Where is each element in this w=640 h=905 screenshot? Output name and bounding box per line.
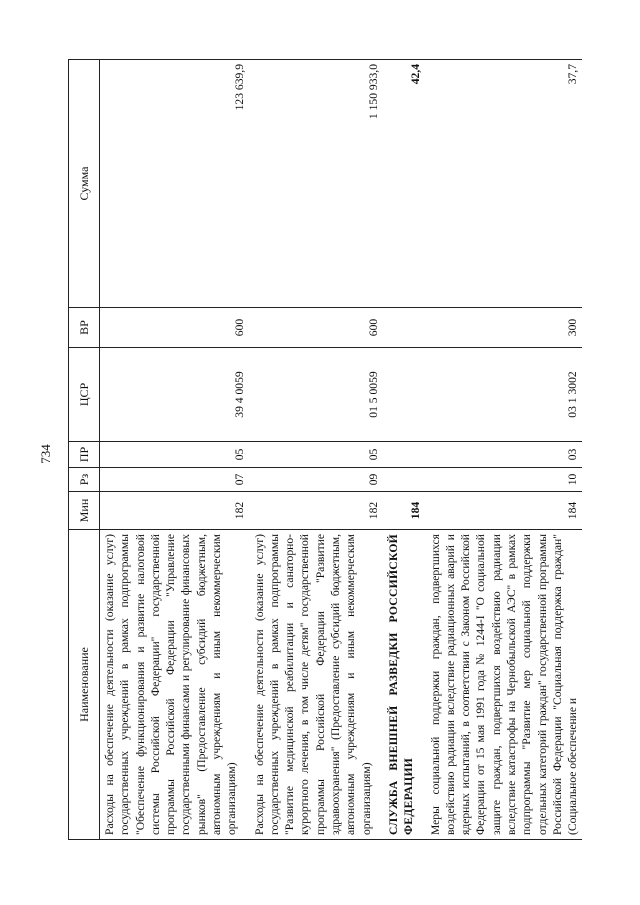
- row-pr: 05: [250, 442, 384, 468]
- rotated-page-content: [68, 60, 596, 840]
- header-pr: ПР: [69, 442, 100, 468]
- row-sum: 37,7: [426, 60, 583, 308]
- table-row: [100, 60, 250, 840]
- row-pr: [384, 442, 426, 468]
- row-name: Расходы на обеспечение деятельности (оказание услуг) государственных учреждений в рамках подпрограммы "Обеспечение функционирования и развитие налоговой системы Российской Федерации" государственной программы Российской Федерации "Управление государственными финансами и регулирование финансовых рынков" (Предоставление субсидий бюджетным, автономным учреждениям и иным некоммерческим организациям): [100, 530, 250, 840]
- row-sum: 123 639,9: [100, 60, 250, 308]
- row-rz: [384, 468, 426, 492]
- header-vr: ВР: [69, 308, 100, 348]
- budget-table: [68, 59, 582, 840]
- table-row: [384, 60, 426, 840]
- row-min: 182: [100, 492, 250, 530]
- header-name: Наименование: [69, 530, 100, 840]
- row-vr: [384, 308, 426, 348]
- row-sum: 42,4: [384, 60, 426, 308]
- row-rz: 07: [100, 468, 250, 492]
- header-csr: ЦСР: [69, 348, 100, 442]
- row-csr: 03 1 3002: [426, 348, 583, 442]
- page-number: 734: [37, 444, 53, 464]
- table-row: [426, 60, 583, 840]
- row-vr: 300: [426, 308, 583, 348]
- row-min: 182: [250, 492, 384, 530]
- row-rz: 10: [426, 468, 583, 492]
- row-min: 184: [384, 492, 426, 530]
- table-header-row: [69, 60, 100, 840]
- table-row: [250, 60, 384, 840]
- row-sum: 1 150 933,0: [250, 60, 384, 308]
- row-csr: [384, 348, 426, 442]
- row-csr: 39 4 0059: [100, 348, 250, 442]
- header-rz: Рз: [69, 468, 100, 492]
- row-csr: 01 5 0059: [250, 348, 384, 442]
- header-sum: Сумма: [69, 60, 100, 308]
- row-name: Меры социальной поддержки граждан, подвергшихся воздействию радиации вследствие радиационных аварий и ядерных испытаний, в соответствии с Законом Российской Федерации от 15 мая 1991 года № 1244-I "О социальной защите граждан, подвергшихся воздействию радиации вследствие катастрофы на Чернобыльской АЭС" в рамках подпрограммы "Развитие мер социальной поддержки отдельных категорий граждан" государственной программы Российской Федерации "Социальная поддержка граждан" (Социальное обеспечение и: [426, 530, 583, 840]
- row-pr: 05: [100, 442, 250, 468]
- row-min: 184: [426, 492, 583, 530]
- row-vr: 600: [100, 308, 250, 348]
- row-vr: 600: [250, 308, 384, 348]
- header-min: Мин: [69, 492, 100, 530]
- row-pr: 03: [426, 442, 583, 468]
- row-name: СЛУЖБА ВНЕШНЕЙ РАЗВЕДКИ РОССИЙСКОЙ ФЕДЕРАЦИИ: [384, 530, 426, 840]
- row-rz: 09: [250, 468, 384, 492]
- row-name: Расходы на обеспечение деятельности (оказание услуг) государственных учреждений в рамках подпрограммы "Развитие медицинской реабилитации и санаторно-курортного лечения, в том числе детям" государственной программы Российской Федерации "Развитие здравоохранения" (Предоставление субсидий бюджетным, автономным учреждениям и иным некоммерческим организациям): [250, 530, 384, 840]
